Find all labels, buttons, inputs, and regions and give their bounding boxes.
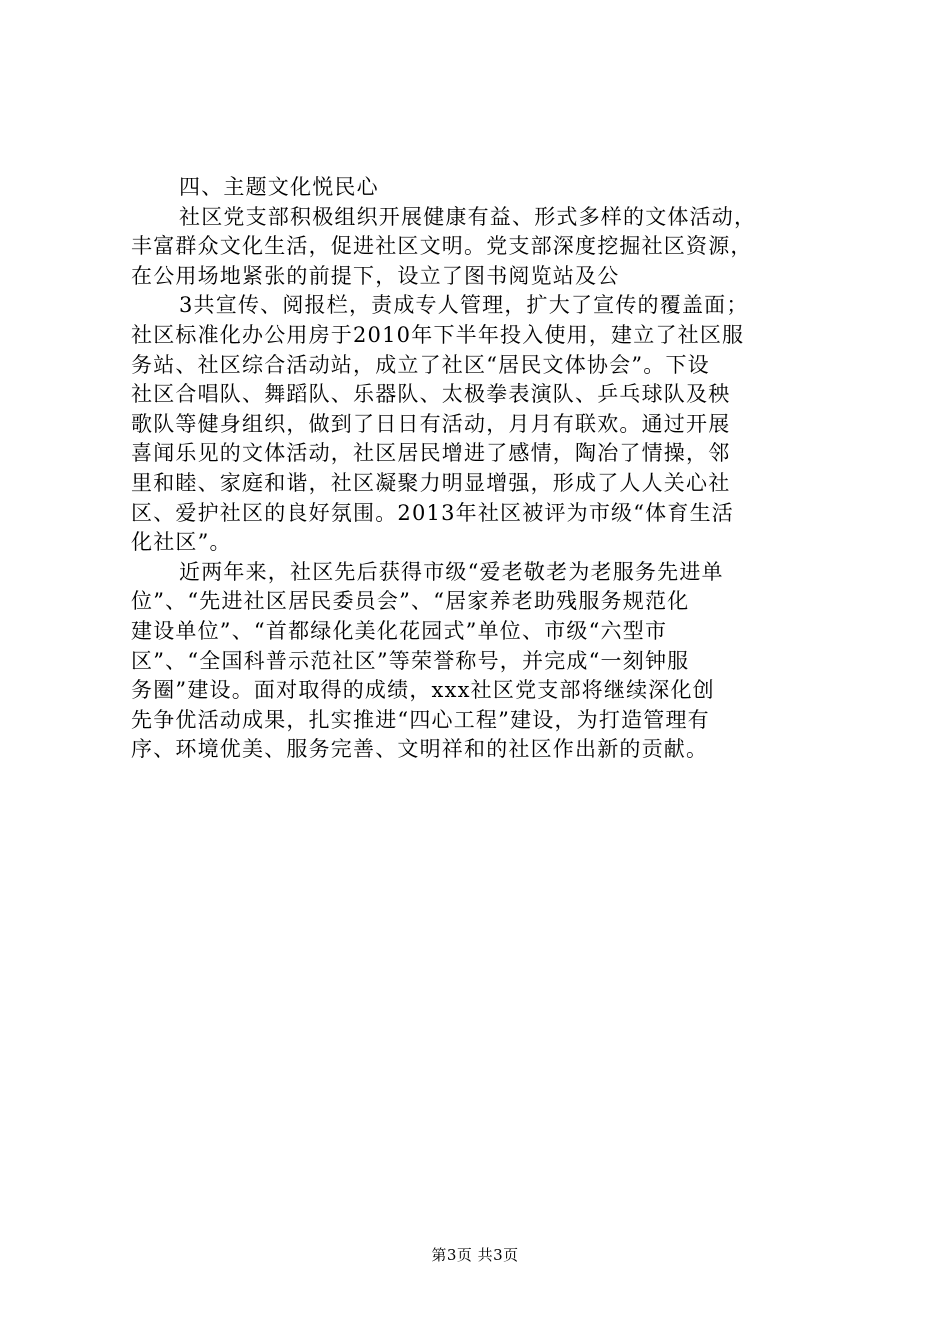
text-line: 近两年来，社区先后获得市级“爱老敬老为老服务先进单 [179, 559, 724, 584]
text-line: 化社区”。 [131, 530, 232, 555]
text-line: 务圈”建设。面对取得的成绩，xxx社区党支部将继续深化创 [131, 678, 715, 703]
text-line: 喜闻乐见的文体活动，社区居民增进了感情，陶冶了情操，邻 [131, 441, 731, 466]
text-line: 歌队等健身组织，做到了日日有活动，月月有联欢。通过开展 [131, 411, 731, 436]
text-line: 序、环境优美、服务完善、文明祥和的社区作出新的贡献。 [131, 737, 709, 762]
text-line: 建设单位”、“首都绿化美化花园式”单位、市级“六型市 [131, 618, 668, 643]
text-line: 四、主题文化悦民心 [179, 175, 379, 199]
text-line: 丰富群众文化生活，促进社区文明。党支部深度挖掘社区资源， [131, 234, 753, 259]
text-line: 务站、社区综合活动站，成立了社区“居民文体协会”。下设 [131, 352, 710, 377]
text-line: 3共宣传、阅报栏，责成专人管理，扩大了宣传的覆盖面； [179, 293, 749, 318]
text-line: 社区合唱队、舞蹈队、乐器队、太极拳表演队、乒乓球队及秧 [131, 382, 731, 407]
text-line: 先争优活动成果，扎实推进“四心工程”建设，为打造管理有 [131, 707, 710, 732]
text-line: 社区党支部积极组织开展健康有益、形式多样的文体活动， [179, 204, 757, 229]
text-line: 区”、“全国科普示范社区”等荣誉称号，并完成“一刻钟服 [131, 648, 690, 673]
text-line: 在公用场地紧张的前提下，设立了图书阅览站及公 [131, 263, 620, 288]
document-body [131, 173, 831, 765]
text-line: 区、爱护社区的良好氛围。2013年社区被评为市级“体育生活 [131, 500, 734, 525]
page-footer: 第3页 共3页 [431, 1246, 519, 1264]
text-line: 社区标准化办公用房于2010年下半年投入使用，建立了社区服 [131, 322, 745, 347]
text-line: 里和睦、家庭和谐，社区凝聚力明显增强，形成了人人关心社 [131, 470, 731, 495]
text-line: 位”、“先进社区居民委员会”、“居家养老助残服务规范化 [131, 589, 690, 614]
